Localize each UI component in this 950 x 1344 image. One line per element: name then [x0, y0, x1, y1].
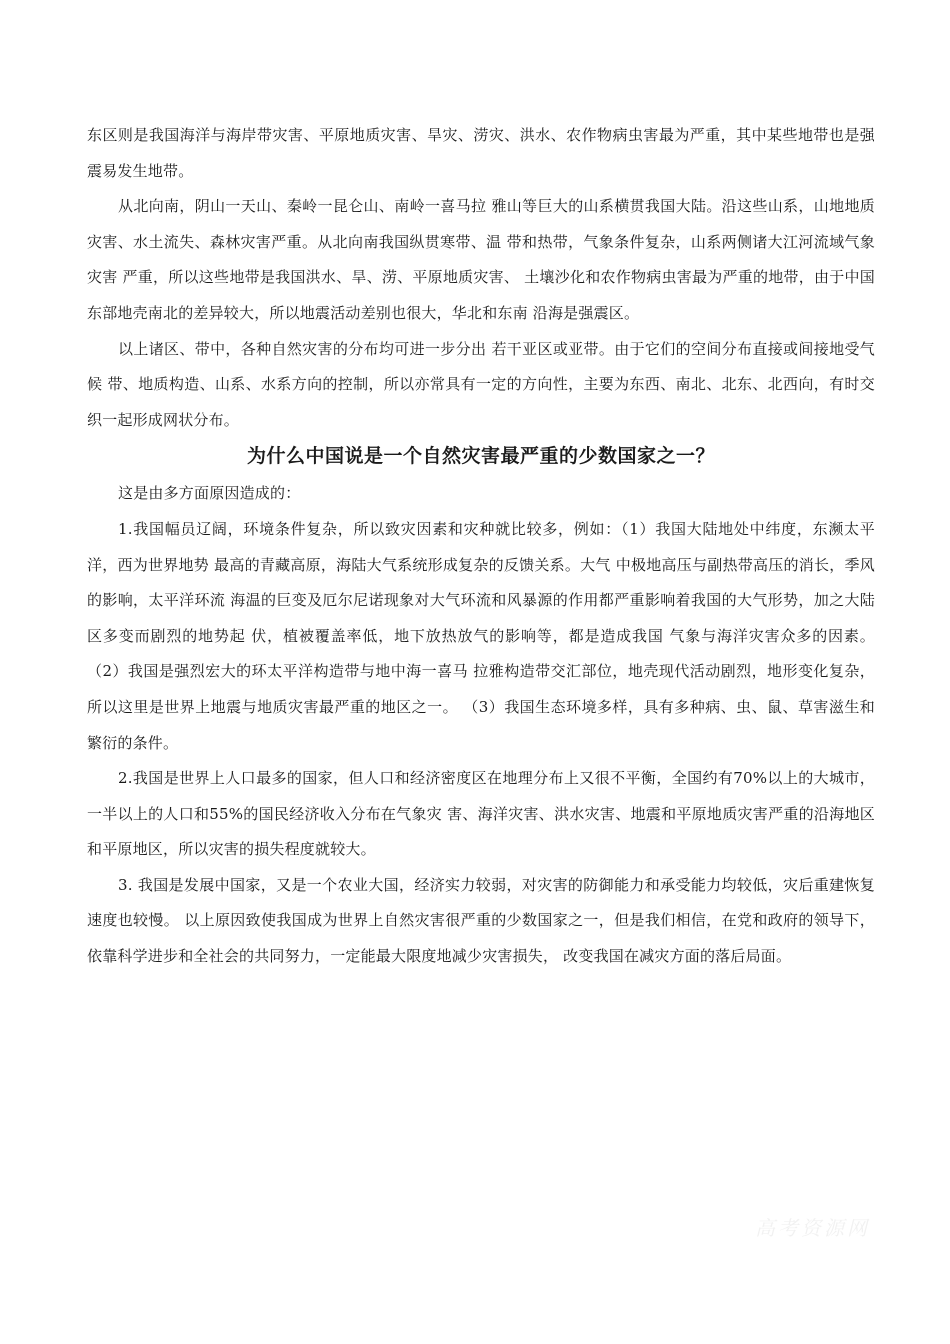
- paragraph-mountain-systems: 从北向南，阴山一天山、秦岭一昆仑山、南岭一喜马拉 雅山等巨大的山系横贯我国大陆。沿这些山系，山地地质灾害、水土流失、森林灾害严重。从北向南我国纵贯寒带、温 带和热带，气象条件复杂，山系两侧诸大江河流域气象灾害 严重，所以这些地带是我国洪水、旱、涝、平原地质灾害、 土壤沙化和农作物病虫害最为严重的地带，由于中国东部地壳南北的差异较大，所以地震活动差别也很大，华北和东南 沿海是强震区。: [87, 197, 875, 322]
- paragraph-east-zone: 东区则是我国海洋与海岸带灾害、平原地质灾害、旱灾、涝灾、洪水、农作物病虫害最为严重，其中某些地带也是强震易发生地带。: [87, 126, 875, 180]
- document-page: [87, 118, 875, 975]
- paragraph-subzones: 以上诸区、带中，各种自然灾害的分布均可进一步分出 若干亚区或亚带。由于它们的空间分布直接或间接地受气候 带、地质构造、山系、水系方向的控制，所以亦常具有一定的方向性，主要为东西、南北、北东、北西向，有时交织一起形成网状分布。: [87, 339, 875, 429]
- paragraph-reason-1: 1.我国幅员辽阔，环境条件复杂，所以致灾因素和灾种就比较多，例如：（1）我国大陆地处中纬度，东濒太平洋，西为世界地势 最高的青藏高原，海陆大气系统形成复杂的反馈关系。大气 中极地高压与副热带高压的消长，季风的影响，太平洋环流 海温的巨变及厄尔尼诺现象对大气环流和风暴源的作用都严重影响着我国的大气形势，加之大陆区多变而剧烈的地势起 伏，植被覆盖率低，地下放热放气的影响等，都是造成我国 气象与海洋灾害众多的因素。 （2）我国是强烈宏大的环太平洋构造带与地中海一喜马 拉雅构造带交汇部位，地壳现代活动剧烈，地形变化复杂，所以这里是世界上地震与地质灾害最严重的地区之一。 （3）我国生态环境多样，具有多种病、虫、鼠、草害滋生和繁衍的条件。: [87, 519, 875, 752]
- section-heading: 为什么中国说是一个自然灾害最严重的少数国家之一？: [246, 445, 715, 468]
- paragraph-intro: 这是由多方面原因造成的：: [118, 484, 301, 503]
- paragraph-reason-3: 3. 我国是发展中国家，又是一个农业大国，经济实力较弱，对灾害的防御能力和承受能力均较低，灾后重建恢复速度也较慢。 以上原因致使我国成为世界上自然灾害很严重的少数国家之一，但是我们相信，在党和政府的领导下，依靠科学进步和全社会的共同努力，一定能最大限度地减少灾害损失， 改变我国在减灾方面的落后局面。: [87, 875, 875, 966]
- watermark: 高考资源网: [755, 1216, 870, 1240]
- paragraph-reason-2: 2.我国是世界上人口最多的国家，但人口和经济密度区在地理分布上又很不平衡，全国约有70%以上的大城市，一半以上的人口和55%的国民经济收入分布在气象灾 害、海洋灾害、洪水灾害、地震和平原地质灾害严重的沿海地区和平原地区，所以灾害的损失程度就较大。: [87, 769, 875, 859]
